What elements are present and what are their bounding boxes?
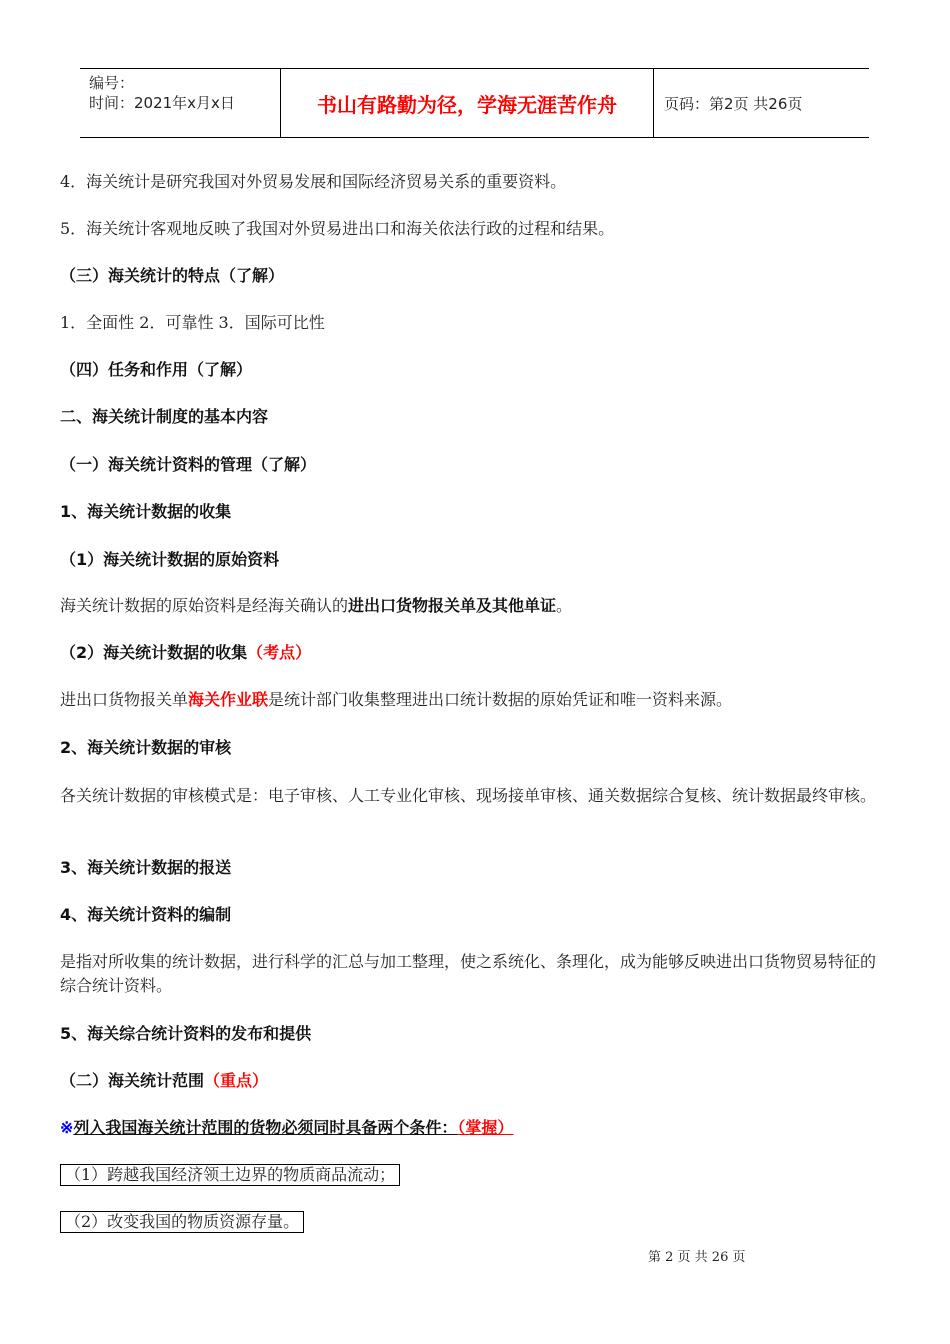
paragraph: 4．海关统计是研究我国对外贸易发展和国际经济贸易关系的重要资料。 [60, 172, 567, 191]
paragraph: 1．全面性 2．可靠性 3．国际可比性 [60, 313, 325, 332]
section-heading [60, 1069, 890, 1093]
time-label: 时间：2021年x月x日 [89, 94, 235, 112]
header-meta [80, 69, 281, 137]
paragraph [60, 594, 890, 618]
key-point-tag: （重点） [204, 1071, 269, 1090]
page-footer: 第 2 页 共 26 页 [648, 1250, 746, 1265]
key-point-tag: （考点） [247, 643, 312, 662]
header-motto: 书山有路勤为径，学海无涯苦作舟 [281, 69, 654, 137]
paragraph: 是指对所收集的统计数据，进行科学的汇总与加工整理，使之系统化、条理化，成为能够反映进出口货物贸易特征的综合统计资料。 [60, 952, 877, 995]
heading-text: （二）海关统计范围 [60, 1071, 205, 1090]
text-run: 海关统计数据的原始资料是经海关确认的 [60, 596, 349, 615]
paragraph: 5．海关统计客观地反映了我国对外贸易进出口和海关依法行政的过程和结果。 [60, 219, 615, 238]
section-heading: （1）海关统计数据的原始资料 [60, 550, 280, 569]
number-label: 编号： [89, 74, 135, 92]
condition-item [60, 1163, 890, 1187]
section-heading: （四）任务和作用（了解） [60, 360, 253, 379]
section-heading: 1、海关统计数据的收集 [60, 502, 232, 521]
condition-item [60, 1210, 890, 1234]
section-heading: 4、海关统计资料的编制 [60, 905, 232, 924]
heading-text: （2）海关统计数据的收集 [60, 643, 248, 662]
reference-mark: ※ [60, 1118, 74, 1137]
emphasis-text: 进出口货物报关单及其他单证 [348, 596, 557, 615]
section-heading: 5、海关综合统计资料的发布和提供 [60, 1024, 312, 1043]
boxed-text: （2）改变我国的物质资源存量。 [60, 1211, 304, 1233]
section-heading: 3、海关统计数据的报送 [60, 858, 232, 877]
text-run: 进出口货物报关单 [60, 690, 189, 709]
header-page-info: 页码：第2页 共26页 [664, 94, 803, 113]
section-heading: 二、海关统计制度的基本内容 [60, 407, 269, 426]
paragraph [60, 688, 890, 712]
section-heading: （一）海关统计资料的管理（了解） [60, 455, 317, 474]
section-heading: 2、海关统计数据的审核 [60, 738, 232, 757]
highlight-text: 海关作业联 [188, 690, 269, 709]
boxed-text: （1）跨越我国经济领土边界的物质商品流动； [60, 1164, 400, 1186]
text-run: 。 [556, 596, 573, 615]
key-point-tag: （掌握） [457, 1118, 514, 1137]
condition-heading [60, 1116, 890, 1140]
heading-text: 列入我国海关统计范围的货物必须同时具备两个条件： [73, 1118, 458, 1137]
text-run: 是统计部门收集整理进出口统计数据的原始凭证和唯一资料来源。 [268, 690, 733, 709]
section-heading: （三）海关统计的特点（了解） [60, 266, 285, 285]
paragraph: 各关统计数据的审核模式是：电子审核、人工专业化审核、现场接单审核、通关数据综合复核、统计数据最终审核。 [60, 786, 877, 805]
section-heading [60, 641, 890, 665]
page-header [80, 68, 869, 138]
